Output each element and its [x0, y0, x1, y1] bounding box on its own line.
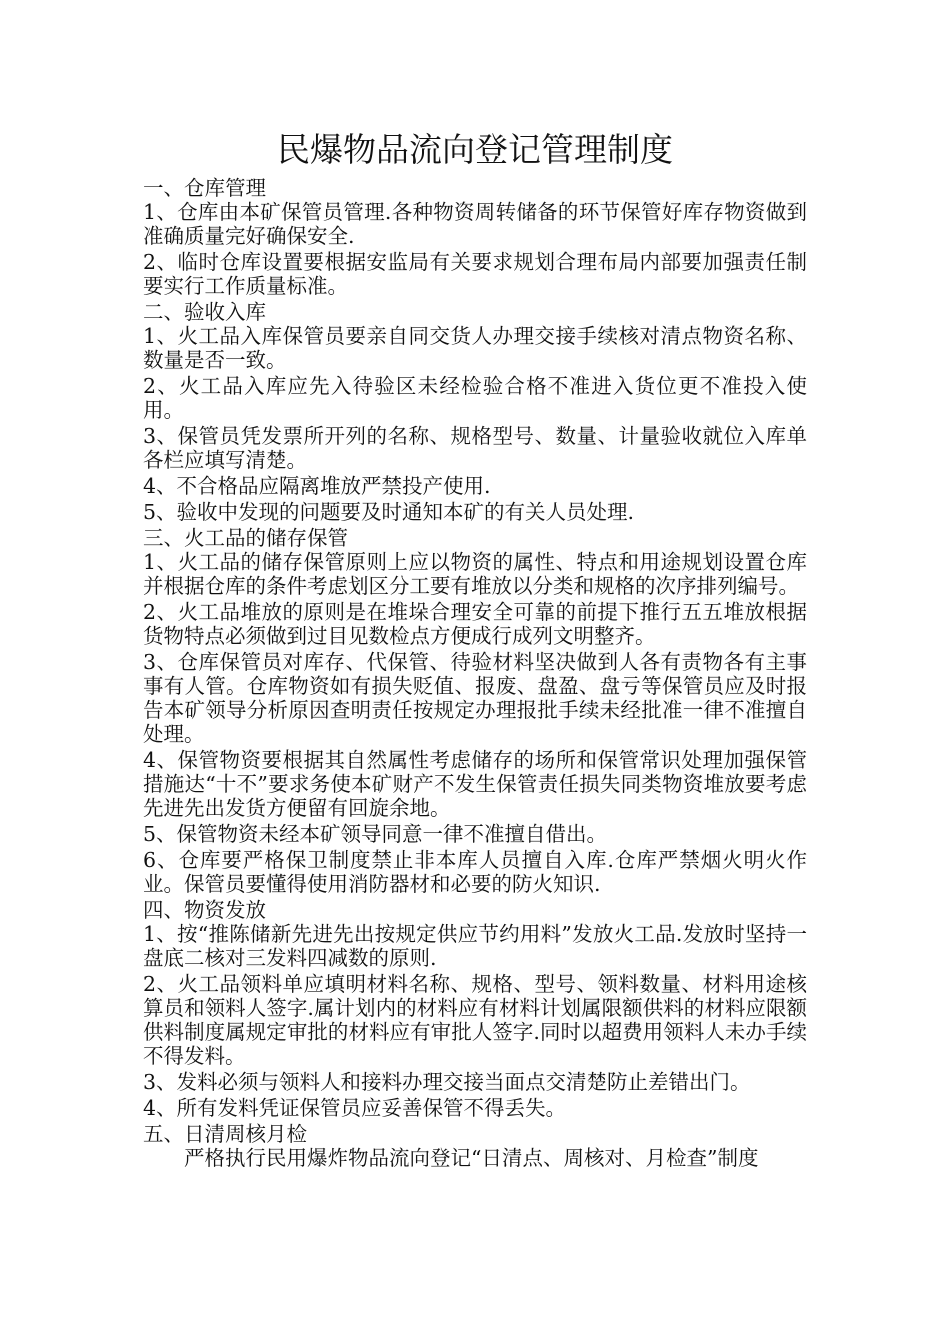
- paragraph: 6、仓库要严格保卫制度禁止非本库人员擅自入库.仓库严禁烟火明火作业。保管员要懂得使用消防器材和必要的防火知识.: [143, 848, 807, 896]
- paragraph: 2、火工品领料单应填明材料名称、规格、型号、领料数量、材料用途核算员和领料人签字.属计划内的材料应有材料计划属限额供料的材料应限额供料制度属规定审批的材料应有审批人签字.同时以超费用领料人未办手续不得发料。: [143, 972, 807, 1068]
- paragraph: 1、火工品入库保管员要亲自同交货人办理交接手续核对清点物资名称、数量是否一致。: [143, 324, 807, 372]
- paragraph: 2、火工品入库应先入待验区未经检验合格不准进入货位更不准投入使用。: [143, 374, 807, 422]
- document-title: 民爆物品流向登记管理制度: [277, 130, 673, 169]
- paragraph: 2、临时仓库设置要根据安监局有关要求规划合理布局内部要加强责任制要实行工作质量标准。: [143, 250, 807, 298]
- paragraph: 严格执行民用爆炸物品流向登记“日清点、周核对、月检查”制度: [184, 1146, 759, 1170]
- paragraph: 1、火工品的储存保管原则上应以物资的属性、特点和用途规划设置仓库并根据仓库的条件考虑划区分工要有堆放以分类和规格的次序排列编号。: [143, 550, 807, 598]
- paragraph: 5、验收中发现的问题要及时通知本矿的有关人员处理.: [143, 500, 635, 524]
- section-heading: 四、物资发放: [143, 898, 266, 922]
- paragraph: 4、不合格品应隔离堆放严禁投产使用.: [143, 474, 491, 498]
- section-heading: 五、日清周核月检: [143, 1122, 307, 1146]
- section-heading: 一、仓库管理: [143, 176, 266, 200]
- paragraph: 4、所有发料凭证保管员应妥善保管不得丢失。: [143, 1096, 567, 1120]
- document-body: [143, 176, 807, 1170]
- paragraph: 1、仓库由本矿保管员管理.各种物资周转储备的环节保管好库存物资做到准确质量完好确保安全.: [143, 200, 807, 248]
- paragraph: 4、保管物资要根据其自然属性考虑储存的场所和保管常识处理加强保管措施达“十不”要求务使本矿财产不发生保管责任损失同类物资堆放要考虑先进先出发货方便留有回旋余地。: [143, 748, 807, 820]
- section-heading: 二、验收入库: [143, 300, 266, 324]
- paragraph: 3、发料必须与领料人和接料办理交接当面点交清楚防止差错出门。: [143, 1070, 751, 1094]
- section-heading: 三、火工品的储存保管: [143, 526, 348, 550]
- paragraph: 1、按“推陈储新先进先出按规定供应节约用料”发放火工品.发放时坚持一盘底二核对三发料四减数的原则.: [143, 922, 807, 970]
- paragraph: 3、仓库保管员对库存、代保管、待验材料坚决做到人各有责物各有主事事有人管。仓库物资如有损失贬值、报废、盘盈、盘亏等保管员应及时报告本矿领导分析原因查明责任按规定办理报批手续未经批准一律不准擅自处理。: [143, 650, 807, 746]
- paragraph: 3、保管员凭发票所开列的名称、规格型号、数量、计量验收就位入库单各栏应填写清楚。: [143, 424, 807, 472]
- paragraph: 2、火工品堆放的原则是在堆垛合理安全可靠的前提下推行五五堆放根据货物特点必须做到过目见数检点方便成行成列文明整齐。: [143, 600, 807, 648]
- paragraph: 5、保管物资未经本矿领导同意一律不准擅自借出。: [143, 822, 608, 846]
- document-page: [143, 128, 807, 1172]
